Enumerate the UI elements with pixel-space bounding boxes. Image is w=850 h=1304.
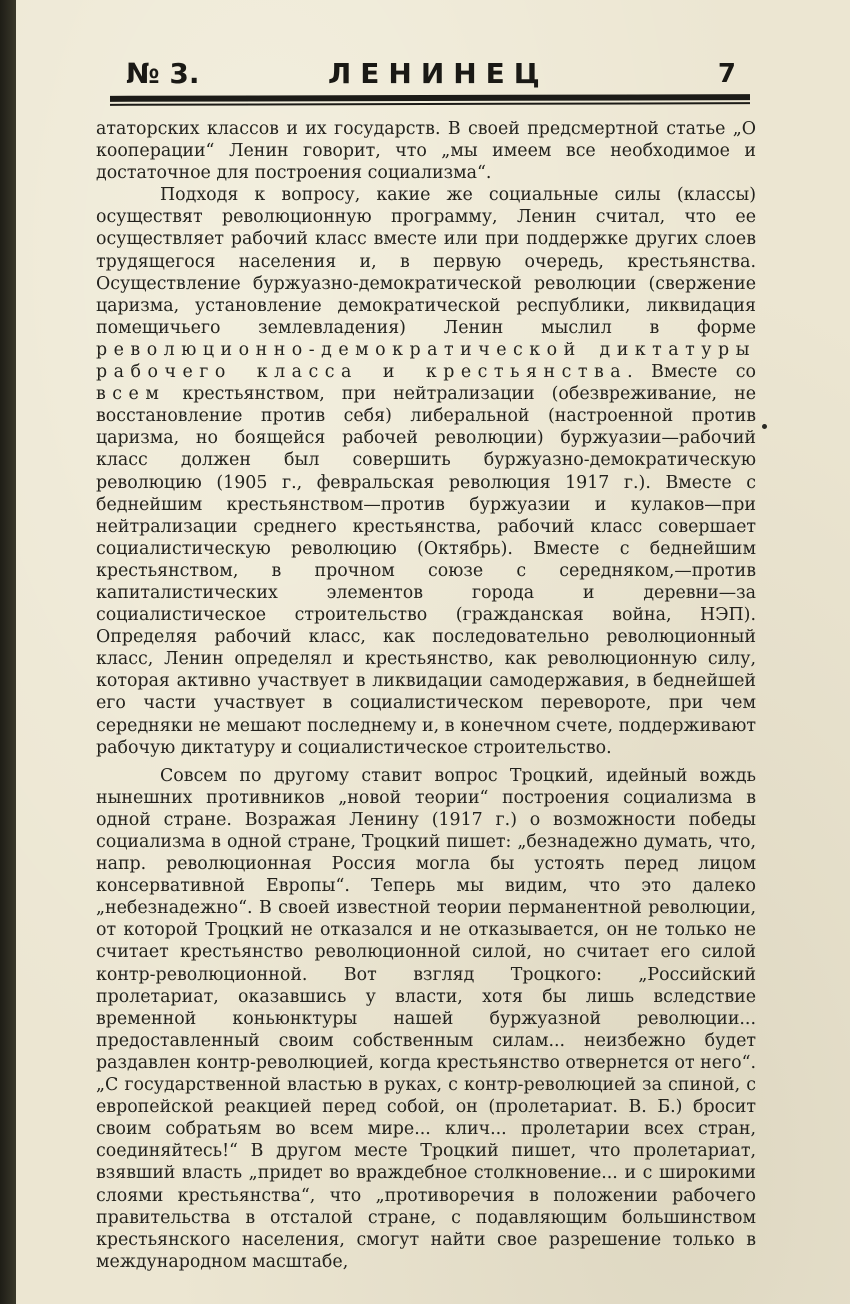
paragraph-2-text-c: крестьянством, при нейтрализации (обезвреживание, не восстановление против себя) либеральной (настроенной против царизма, но боящейся рабочей революции) буржуазии—рабочий класс должен был совершить буржуазно-демократическую революцию (1905 г., февральская революция 1917 г.). Вместе с беднейшим крестьянством—против буржуазии и кулаков—при нейтрализации среднего крестьянства, рабочий класс совершает социалистическую революцию (Октябрь). Вместе с беднейшим крестьянством, в прочном союзе с середняком,—против капиталистических элементов города и деревни—за социалистическое строительство (гражданская война, НЭП). Определяя рабочий класс, как последовательно революционный класс, Ленин определял и крестьянство, как революционную силу, которая активно участвует в ликвидации самодержавия, в беднейшей его части участвует в социалистическом перевороте, при чем середняки не мешают последнему и, в конечном счете, поддерживают рабочую диктатуру и социалистическое строительство. [96,384,756,758]
ink-speck [762,424,767,429]
paragraph-3-text: Совсем по другому ставит вопрос Троцкий, идейный вождь нынешних противников „новой теории“ построения социализма в одной стране. Возражая Ленину (1917 г.) о возможности победы социализма в одной стране, Троцкий пишет: „безнадежно думать, что, напр. революционная Россия могла бы устоять перед лицом консервативной Европы“. Теперь мы видим, что это далеко „небезнадежно“. В своей известной теории перманентной революции, от которой Троцкий не отказался и не отказывается, он не только не считает крестьянство революционной силой, но считает его силой контр-революционной. Вот взгляд Троцкого: „Российский пролетариат, оказавшись у власти, хотя бы лишь вследствие временной коньюнктуры нашей буржуазной революции... предоставленный своим собственным силам... неизбежно будет раздавлен контр-революцией, когда крестьянство отвернется от него“. „С государственной властью в руках, с контр-революцией за спиной, с европейской реакцией перед собой, он (пролетариат. В. Б.) бросит своим собратьям во всем мире... клич... пролетарии всех стран, соединяйтесь!“ В другом месте Троцкий пишет, что пролетариат, взявший власть „придет во враждебное столкновение... и с широкими слоями крестьянства“, что „противоречия в положении рабочего правительства в отсталой стране, с подавляющим большинством крестьянского населения, смогут найти свое разрешение только в международном масштабе, [96,765,756,1272]
paragraph-2 [96,184,756,758]
journal-page [16,0,850,1304]
header-rule-thick [110,94,750,102]
issue-number: № 3. [126,57,200,90]
scan-edge [0,0,16,1304]
journal-title: ЛЕНИНЕЦ [328,57,549,90]
paragraph-1-text: ататорских классов и их государств. В своей предсмертной статье „О кооперации“ Ленин говорит, что „мы имеем все необходимое и достаточное для построения социализма“. [96,119,756,184]
header-rule-thin [110,102,750,106]
page-number: 7 [717,59,736,89]
paragraph-2-text-b: . Вместе со [627,362,757,383]
spaced-emphasis-dictatorship: революционно-демократической диктатуры рабочего класса и крестьянства [96,339,756,383]
paragraph-2-text-a: Подходя к вопросу, какие же социальные силы (классы) осуществят революционную программу, Ленин считал, что ее осуществляет рабочий класс вместе или при поддержке других слоев трудящегося населения и, в первую очередь, крестьянства. Осуществление буржуазно-демократической революции (свержение царизма, установление демократической республики, ликвидация помещичьего землевладения) Ленин мыслил в форме [96,185,756,338]
article-body [96,118,756,1273]
page-header [116,54,736,94]
spaced-emphasis-all: всем [96,384,166,405]
paragraph-3 [96,765,756,1273]
paragraph-1 [96,118,756,184]
